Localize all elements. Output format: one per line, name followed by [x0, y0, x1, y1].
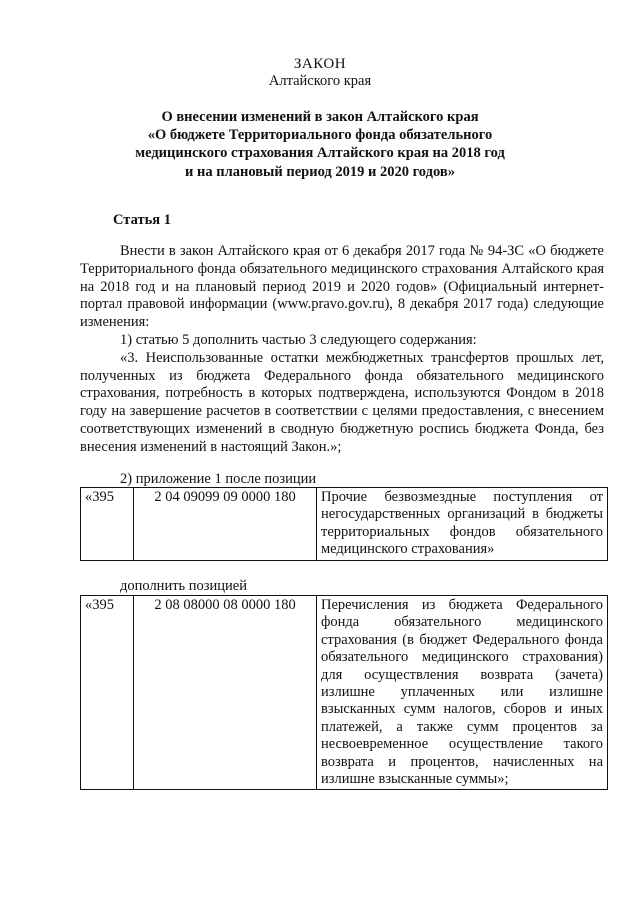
item-1-text: «3. Неиспользованные остатки межбюджетных трансфертов прошлых лет, полученных из бюджета Федерального фонда обязательного медицинского страхования, потребность в которых подтверждена, используются Фондом в 2018 году на завершение расчетов в соответствии с целями предоставления, с внесением соответствующих изменений в сводную бюджетную роспись бюджета Фонда, без внесения изменений в настоящий Закон.»; — [80, 349, 604, 455]
title-line: и на плановый период 2019 и 2020 годов» — [185, 163, 455, 180]
table-row — [81, 488, 608, 561]
name-cell: Прочие безвозмездные поступления от негосударственных организаций в бюджеты территориальных фондов обязательного медицинского страхования» — [317, 488, 608, 561]
add-position-label: дополнить позицией — [120, 578, 247, 594]
doc-type: ЗАКОН — [293, 56, 347, 72]
table-row — [81, 596, 608, 790]
code-cell: «395 — [81, 596, 134, 790]
title-line: О внесении изменений в закон Алтайского края — [161, 109, 479, 125]
title-line: медицинского страхования Алтайского края на 2018 год — [135, 145, 505, 162]
article-body — [80, 243, 604, 457]
name-cell: Перечисления из бюджета Федерального фонда обязательного медицинского страхования (в бюджет Федерального фонда обязательного медицинского страхования) для осуществления возврата (зачета) излишне уплаченных или излишне взысканных сумм налогов, сборов и иных платежей, а также сумм процентов за несвоевременное осуществление такого возврата и процентов, начисленных на излишне взысканные суммы»; — [317, 596, 608, 790]
kbk-cell: 2 08 08000 08 0000 180 — [134, 596, 317, 790]
item-1: 1) статью 5 дополнить частью 3 следующего содержания: — [120, 331, 477, 348]
article-heading: Статья 1 — [113, 212, 171, 228]
kbk-cell: 2 04 09099 09 0000 180 — [134, 488, 317, 561]
position-table-new — [80, 595, 608, 790]
code-cell: «395 — [81, 488, 134, 561]
doc-region: Алтайского края — [268, 73, 372, 89]
position-table-existing — [80, 487, 608, 561]
intro-paragraph: Внести в закон Алтайского края от 6 декабря 2017 года № 94-ЗС «О бюджете Территориального фонда обязательного медицинского страхования Алтайского края на 2018 год и на плановый период 2019 и 2020 годов» (Официальный интернет-портал правовой информации (www.pravo.gov.ru), 8 декабря 2017 года) следующие изменения: — [80, 243, 604, 331]
item-2: 2) приложение 1 после позиции — [120, 471, 317, 487]
document-title — [0, 108, 640, 181]
title-line: «О бюджете Территориального фонда обязательного — [147, 127, 493, 144]
